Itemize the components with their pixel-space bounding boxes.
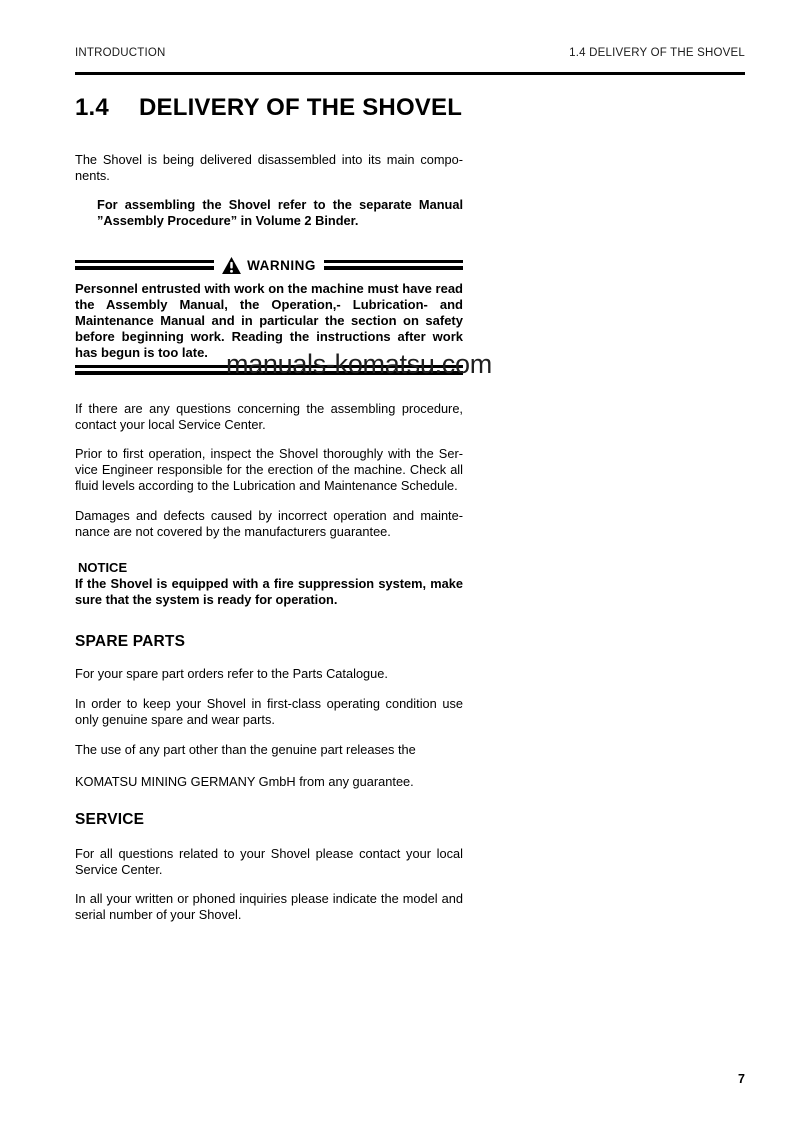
running-header xyxy=(75,47,745,59)
warning-label: WARNING xyxy=(247,257,316,273)
section-number: 1.4 xyxy=(75,94,109,121)
paragraph-release-line1: The use of any part other than the genuine part releases the xyxy=(75,742,416,757)
warning-rule-left xyxy=(75,260,214,270)
paragraph-service-contact: For all questions related to your Shovel please contact your local Service Center. xyxy=(75,846,463,877)
paragraph-questions: If there are any questions concerning the assembling procedure, contact your local Service Center. xyxy=(75,401,463,432)
paragraph-service-inquiries: In all your written or phoned inquiries please indicate the model and serial number of your Shovel. xyxy=(75,891,463,922)
paragraph-damages: Damages and defects caused by incorrect operation and maintenance are not covered by the manufacturers guarantee. xyxy=(75,508,463,539)
intro-paragraph: The Shovel is being delivered disassembled into its main components. xyxy=(75,152,463,183)
page-title xyxy=(75,96,463,120)
warning-header xyxy=(75,256,463,274)
warning-rule-right xyxy=(324,260,463,270)
notice-label: NOTICE xyxy=(78,560,128,575)
content-column xyxy=(75,96,463,923)
watermark-text: manuals-komatsu.com xyxy=(226,349,492,379)
heading-service: SERVICE xyxy=(75,811,145,828)
paragraph-genuine-parts: In order to keep your Shovel in first-class operating condition use only genuine spare and wear parts. xyxy=(75,696,463,727)
warning-triangle-icon xyxy=(222,257,241,274)
page-number: 7 xyxy=(738,1072,745,1086)
assembly-note: For assembling the Shovel refer to the separate Manual ”Assembly Procedure” in Volume 2 Binder. xyxy=(97,197,463,228)
running-header-left: INTRODUCTION xyxy=(75,47,166,59)
notice-text: If the Shovel is equipped with a fire suppression system, make sure that the system is ready for operation. xyxy=(75,576,463,607)
paragraph-spare-orders: For your spare part orders refer to the Parts Catalogue. xyxy=(75,666,388,681)
warning-text: Personnel entrusted with work on the machine must have read the Assembly Manual, the Operation,- Lubrication- and Maintenance Manual and in particular the section on safety before beginning work. Reading the instructions after work has begun is too late. xyxy=(75,281,463,360)
heading-spare-parts: SPARE PARTS xyxy=(75,633,186,650)
warning-label-group xyxy=(222,257,316,274)
section-title-text: DELIVERY OF THE SHOVEL xyxy=(138,94,463,121)
header-rule xyxy=(75,72,745,75)
paragraph-release-line2: KOMATSU MINING GERMANY GmbH from any guarantee. xyxy=(75,774,414,789)
paragraph-inspection: Prior to first operation, inspect the Shovel thoroughly with the Service Engineer responsible for the erection of the machine. Check all fluid levels according to the Lubrication and Maintenance Schedule. xyxy=(75,446,463,493)
running-header-right: 1.4 DELIVERY OF THE SHOVEL xyxy=(569,47,745,59)
